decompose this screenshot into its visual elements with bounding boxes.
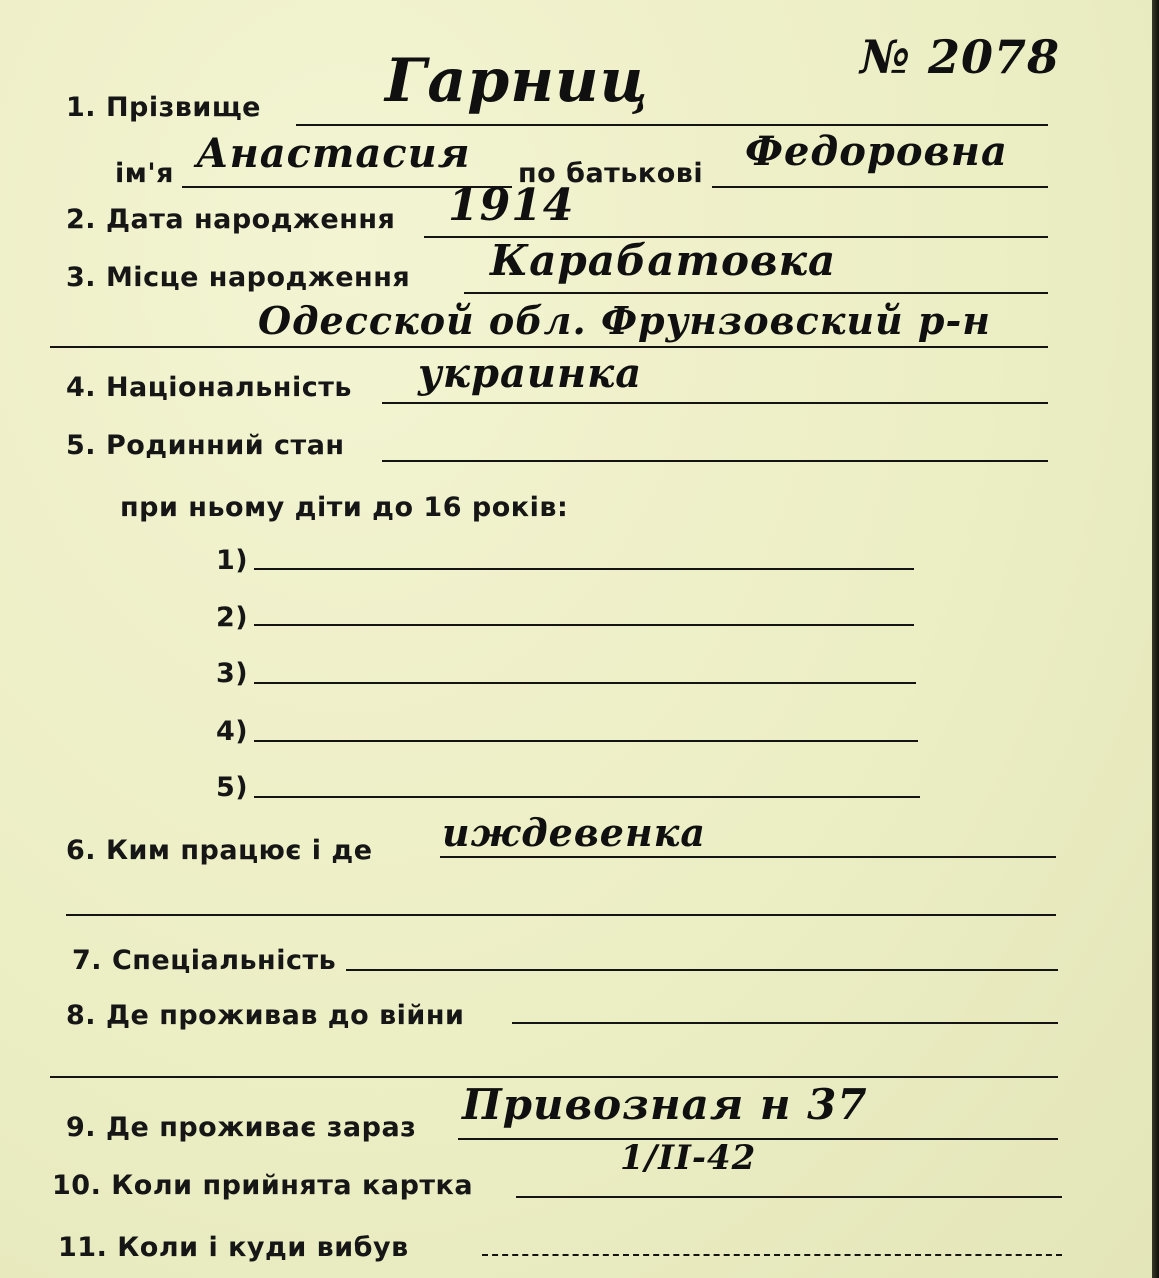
child-4-label: 4) [216, 716, 249, 747]
departed-label: 11. Коли і куди вибув [58, 1232, 409, 1263]
surname-label: 1. Прізвище [66, 92, 261, 123]
nationality-value: украинка [418, 350, 643, 397]
birth-place-line [464, 292, 1048, 294]
departed-line [482, 1254, 1062, 1256]
birth-place-line-2 [50, 346, 1048, 348]
specialty-label: 7. Спеціальність [72, 945, 337, 976]
child-2-label: 2) [216, 602, 249, 633]
child-3-label: 3) [216, 658, 249, 689]
birth-place-value-1: Карабатовка [490, 236, 837, 285]
children-label: при ньому діти до 16 років: [120, 492, 569, 523]
current-residence-line [458, 1138, 1058, 1140]
patronymic-value: Федоровна [745, 128, 1008, 175]
occupation-value: иждевенка [442, 810, 707, 855]
child-5-line [254, 796, 920, 798]
current-residence-label: 9. Де проживає зараз [66, 1112, 417, 1143]
nationality-label: 4. Національність [66, 372, 352, 403]
name-value: Анастасия [196, 130, 471, 177]
prewar-residence-line [512, 1022, 1058, 1024]
patronymic-line [712, 186, 1048, 188]
occupation-line [440, 856, 1056, 858]
birth-place-label: 3. Місце народження [66, 262, 411, 293]
nationality-line [382, 402, 1048, 404]
prewar-residence-line-2 [50, 1076, 1058, 1078]
photo-edge [1152, 0, 1159, 1278]
occupation-label: 6. Ким працює і де [66, 835, 373, 866]
marital-status-label: 5. Родинний стан [66, 430, 345, 461]
card-accepted-value: 1/ІІ-42 [620, 1138, 757, 1178]
patronymic-label: по батькові [518, 158, 704, 189]
name-label: ім'я [115, 158, 174, 189]
card-accepted-line [516, 1196, 1062, 1198]
marital-status-line [382, 460, 1048, 462]
surname-line [296, 124, 1048, 126]
card-accepted-label: 10. Коли прийнята картка [52, 1170, 474, 1201]
child-1-label: 1) [216, 545, 249, 576]
specialty-line [346, 969, 1058, 971]
child-4-line [254, 740, 918, 742]
child-3-line [254, 682, 916, 684]
prewar-residence-label: 8. Де проживав до війни [66, 1000, 465, 1031]
child-5-label: 5) [216, 772, 249, 803]
child-2-line [254, 624, 914, 626]
birth-place-value-2: Одесской обл. Фрунзовский р-н [258, 298, 991, 343]
birth-date-value: 1914 [448, 180, 575, 231]
occupation-line-2 [66, 914, 1056, 916]
current-residence-value: Привозная н 37 [462, 1080, 868, 1129]
surname-value: Гарниц [385, 46, 649, 116]
child-1-line [254, 568, 914, 570]
card-number: № 2078 [860, 30, 1061, 84]
birth-date-label: 2. Дата народження [66, 204, 396, 235]
